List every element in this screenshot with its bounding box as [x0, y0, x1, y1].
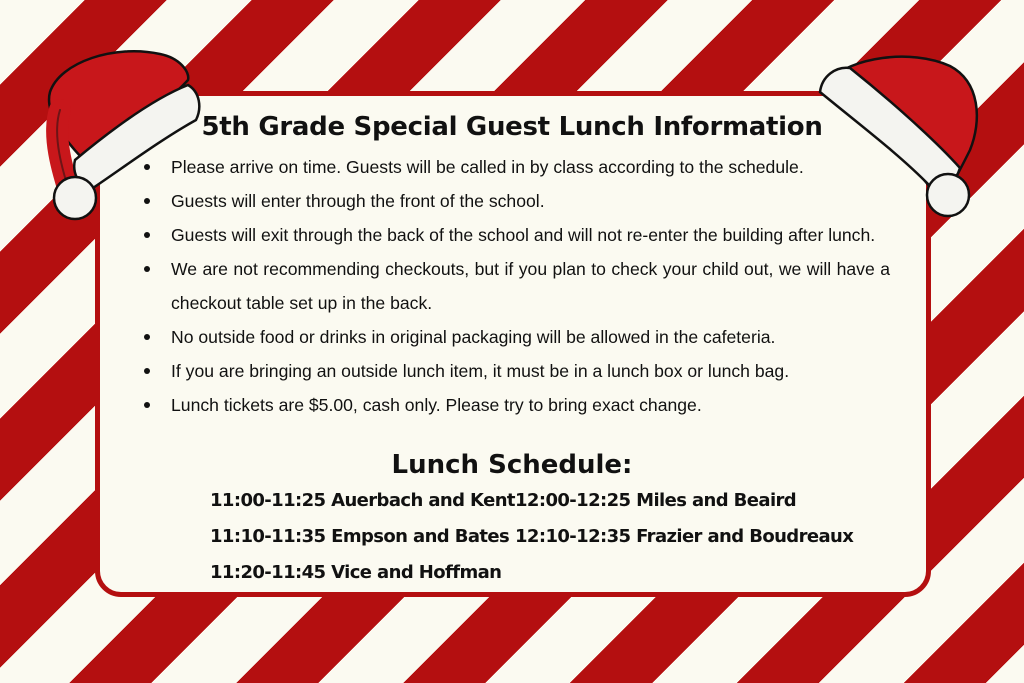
schedule-slot: 11:10-11:35 Empson and Bates [210, 526, 510, 547]
schedule-slot: 11:00-11:25 Auerbach and Kent [210, 490, 515, 511]
flyer-title: 5th Grade Special Guest Lunch Information [201, 112, 823, 142]
list-item: We are not recommending checkouts, but if you plan to check your child out, we will have a checkout table set up in the back. [140, 252, 890, 320]
guideline-list [140, 150, 890, 422]
list-item: No outside food or drinks in original packaging will be allowed in the cafeteria. [140, 320, 890, 354]
list-item: Please arrive on time. Guests will be called in by class according to the schedule. [140, 150, 890, 184]
list-item: Lunch tickets are $5.00, cash only. Please try to bring exact change. [140, 388, 890, 422]
santa-hat-icon [810, 40, 1000, 225]
list-item: Guests will exit through the back of the school and will not re-enter the building after lunch. [140, 218, 890, 252]
schedule-title: Lunch Schedule: [391, 450, 633, 480]
schedule-slot: 11:20-11:45 Vice and Hoffman [210, 562, 502, 583]
list-item: Guests will enter through the front of the school. [140, 184, 890, 218]
schedule-slot: 12:10-12:35 Frazier and Boudreaux [515, 526, 854, 547]
schedule-slot: 12:00-12:25 Miles and Beaird [515, 490, 797, 511]
list-item: If you are bringing an outside lunch item, it must be in a lunch box or lunch bag. [140, 354, 890, 388]
santa-hat-icon [20, 40, 205, 225]
